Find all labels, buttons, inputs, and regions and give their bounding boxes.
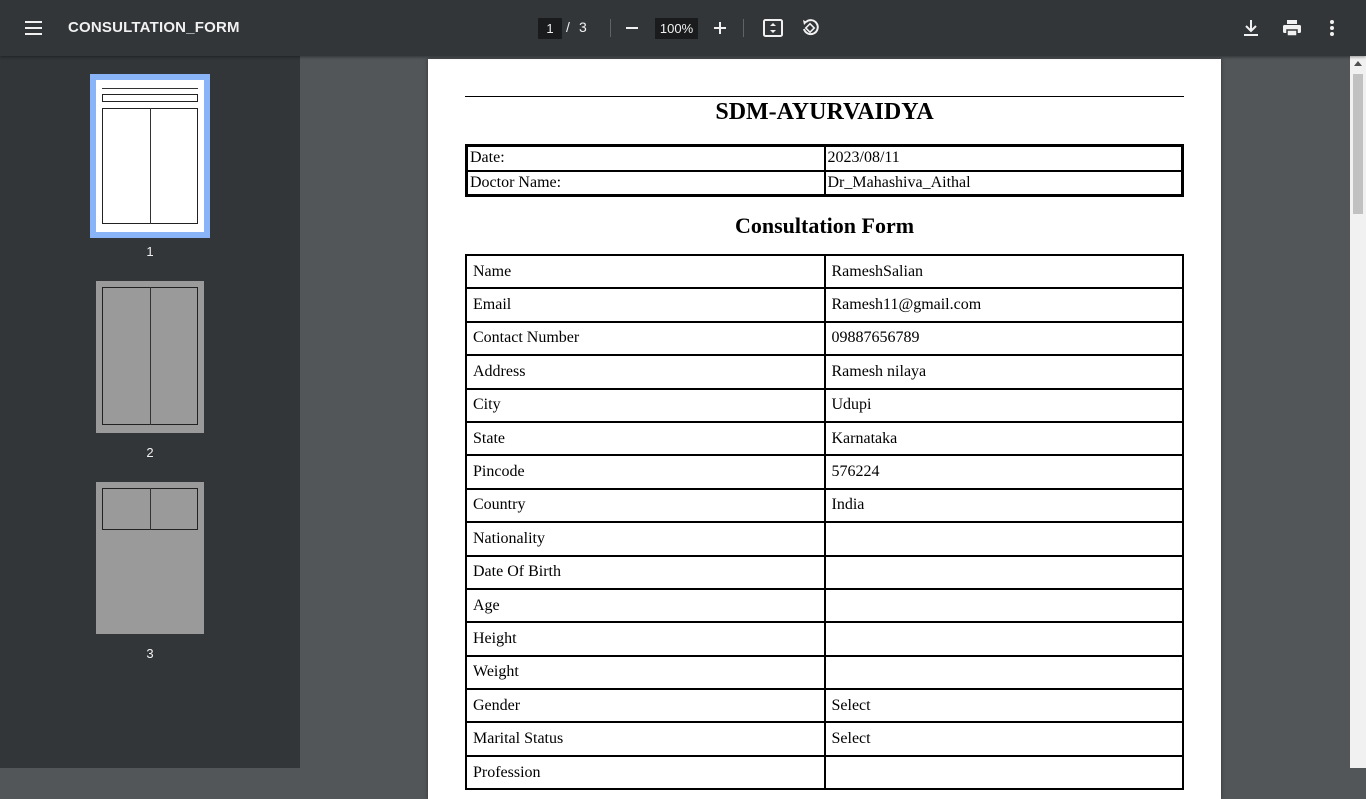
- meta-label: Date:: [467, 146, 825, 171]
- field-label: Gender: [466, 689, 825, 722]
- table-row: [466, 422, 1183, 455]
- field-value: [825, 756, 1184, 789]
- field-value: [825, 589, 1184, 622]
- table-row: [466, 589, 1183, 622]
- field-value: [825, 522, 1184, 555]
- thumbnail-line: [102, 88, 198, 89]
- thumbnail-line: [150, 108, 151, 224]
- fit-to-page-icon[interactable]: [759, 14, 787, 42]
- menu-icon[interactable]: [18, 13, 48, 43]
- toolbar-divider: [743, 19, 744, 37]
- scroll-up-arrow-icon[interactable]: [1354, 61, 1362, 66]
- field-value: [825, 622, 1184, 655]
- page-thumbnail-2[interactable]: [96, 281, 204, 433]
- field-label: Address: [466, 355, 825, 388]
- rotate-icon[interactable]: [796, 14, 824, 42]
- zoom-out-icon[interactable]: [618, 14, 646, 42]
- field-value: 576224: [825, 455, 1184, 488]
- vertical-scrollbar[interactable]: [1350, 56, 1366, 768]
- field-value: India: [825, 489, 1184, 522]
- field-label: Nationality: [466, 522, 825, 555]
- thumbnail-page-number: 3: [146, 646, 154, 661]
- field-value: Karnataka: [825, 422, 1184, 455]
- table-row: [467, 171, 1183, 196]
- field-label: State: [466, 422, 825, 455]
- page-number-input[interactable]: 1: [538, 18, 562, 39]
- field-value: [825, 556, 1184, 589]
- field-label: Name: [466, 255, 825, 288]
- field-label: Country: [466, 489, 825, 522]
- field-value: Ramesh11@gmail.com: [825, 288, 1184, 321]
- page-thumbnail-1[interactable]: [90, 74, 210, 238]
- table-row: [466, 288, 1183, 321]
- document-title: CONSULTATION_FORM: [68, 19, 240, 36]
- meta-label: Doctor Name:: [467, 171, 825, 196]
- field-value: Select: [825, 689, 1184, 722]
- thumbnail-line: [150, 287, 151, 425]
- table-row: [466, 322, 1183, 355]
- more-options-icon[interactable]: [1318, 14, 1346, 42]
- field-label: Height: [466, 622, 825, 655]
- field-label: Email: [466, 288, 825, 321]
- field-value: [825, 656, 1184, 689]
- scrollbar-thumb[interactable]: [1353, 74, 1363, 214]
- table-row: [467, 146, 1183, 171]
- pdf-toolbar: [0, 0, 1366, 56]
- download-icon[interactable]: [1237, 14, 1265, 42]
- field-value: 09887656789: [825, 322, 1184, 355]
- table-row: [466, 389, 1183, 422]
- field-value: Select: [825, 722, 1184, 755]
- page-separator: /: [566, 19, 570, 35]
- form-title: Consultation Form: [734, 213, 915, 238]
- thumbnail-page-number: 1: [146, 244, 154, 259]
- field-label: Profession: [466, 756, 825, 789]
- field-value: Udupi: [825, 389, 1184, 422]
- table-row: [466, 522, 1183, 555]
- field-label: Weight: [466, 656, 825, 689]
- meta-table: [465, 144, 1184, 197]
- document-viewer[interactable]: [300, 56, 1350, 781]
- page-thumbnail-3[interactable]: [96, 482, 204, 634]
- field-label: Age: [466, 589, 825, 622]
- field-label: Marital Status: [466, 722, 825, 755]
- thumbnail-line: [150, 488, 151, 530]
- table-row: [466, 355, 1183, 388]
- thumbnail-page-number: 2: [146, 445, 154, 460]
- table-row: [466, 756, 1183, 789]
- table-row: [466, 455, 1183, 488]
- thumbnail-box: [102, 94, 198, 102]
- pdf-page: [428, 59, 1221, 799]
- table-row: [466, 689, 1183, 722]
- top-rule: [465, 96, 1184, 97]
- field-label: Contact Number: [466, 322, 825, 355]
- meta-value: Dr_Mahashiva_Aithal: [825, 171, 1183, 196]
- field-label: City: [466, 389, 825, 422]
- table-row: [466, 556, 1183, 589]
- field-value: Ramesh nilaya: [825, 355, 1184, 388]
- thumbnail-sidebar: [0, 56, 300, 768]
- field-label: Pincode: [466, 455, 825, 488]
- consultation-table: [465, 254, 1184, 790]
- field-value: RameshSalian: [825, 255, 1184, 288]
- toolbar-divider: [610, 19, 611, 37]
- table-row: [466, 489, 1183, 522]
- meta-value: 2023/08/11: [825, 146, 1183, 171]
- print-icon[interactable]: [1278, 14, 1306, 42]
- clinic-name: SDM-AYURVAIDYA: [715, 99, 934, 125]
- table-row: [466, 656, 1183, 689]
- field-label: Date Of Birth: [466, 556, 825, 589]
- table-row: [466, 722, 1183, 755]
- page-total: 3: [579, 19, 587, 35]
- zoom-in-icon[interactable]: [706, 14, 734, 42]
- zoom-level-input[interactable]: 100%: [655, 18, 698, 39]
- table-row: [466, 255, 1183, 288]
- table-row: [466, 622, 1183, 655]
